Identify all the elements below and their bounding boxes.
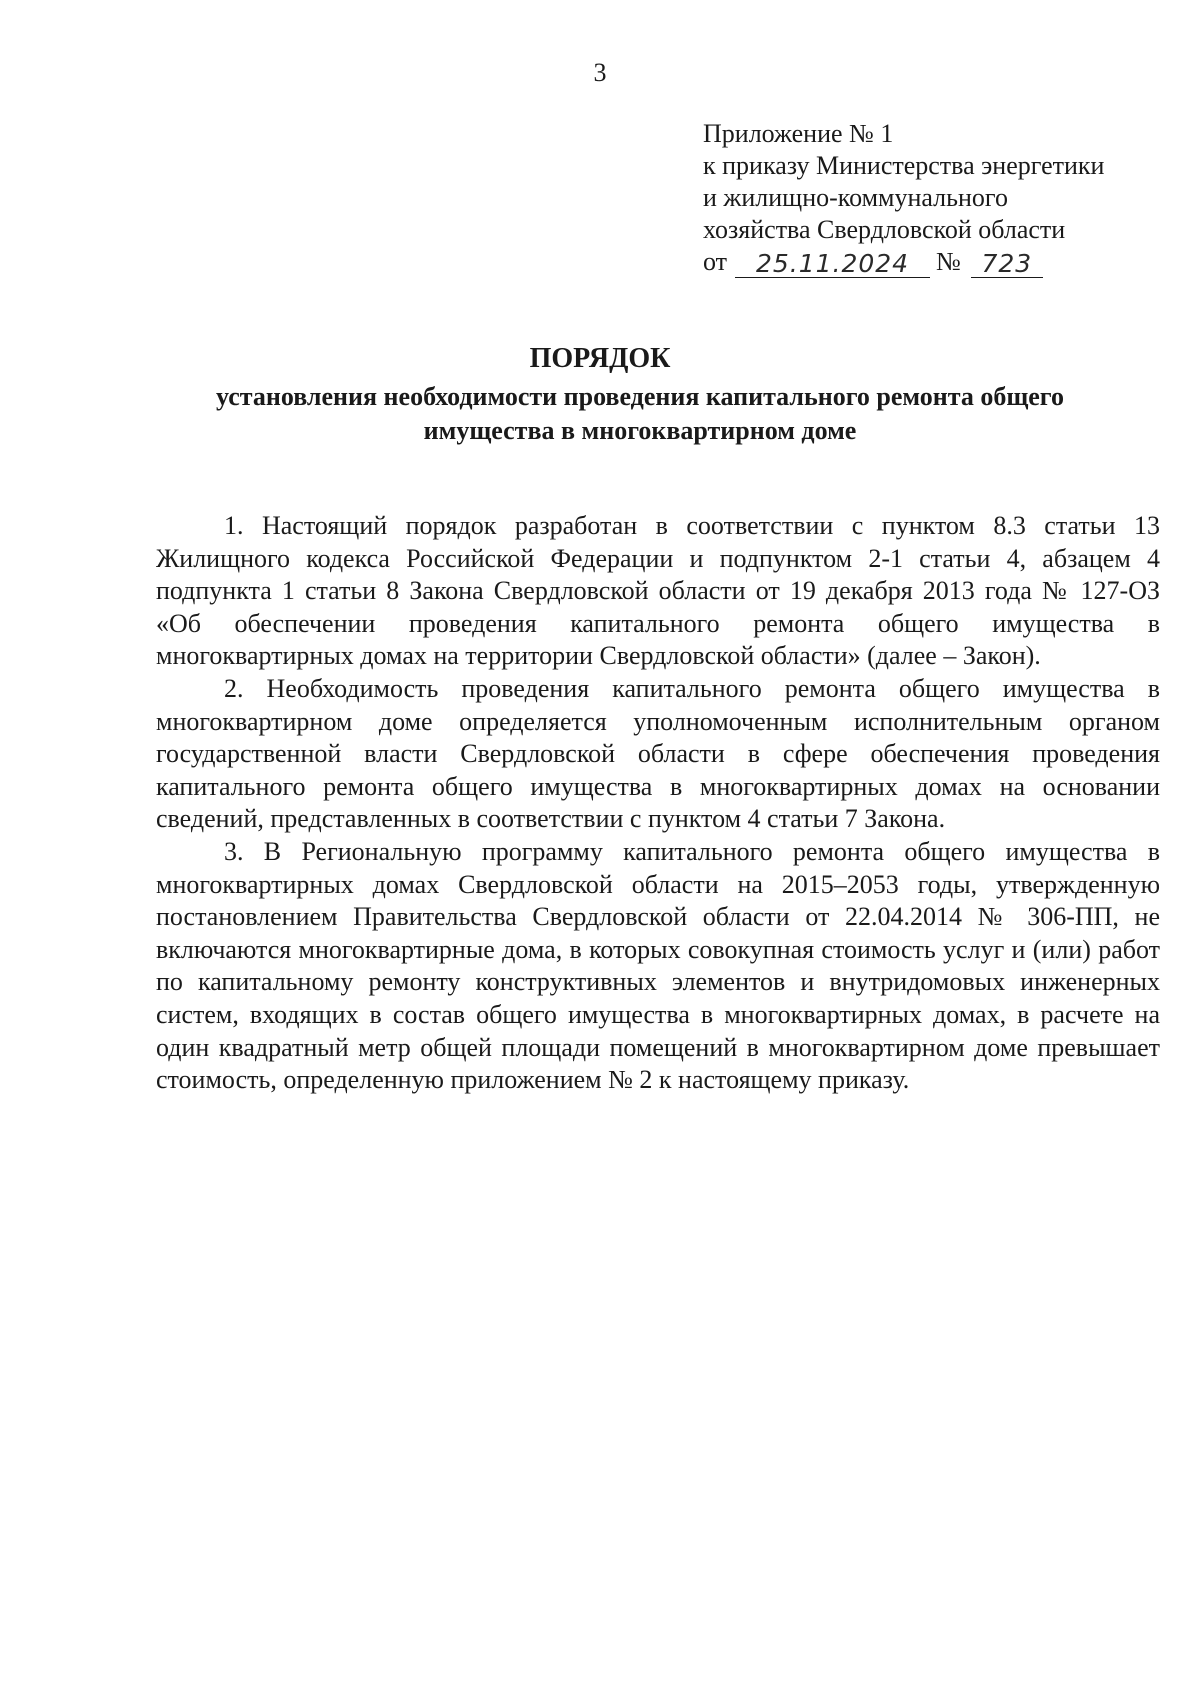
annex-header	[703, 118, 1173, 278]
date-prefix: от	[703, 247, 728, 276]
annex-line-3: и жилищно-коммунального	[703, 183, 1008, 212]
number-prefix: №	[936, 247, 961, 276]
document-body	[156, 510, 1160, 1097]
handwritten-date: 25.11.2024	[735, 251, 930, 278]
page-number: 3	[593, 58, 607, 87]
annex-line-1: Приложение № 1	[703, 119, 894, 148]
paragraph-1: 1. Настоящий порядок разработан в соответствии с пунктом 8.3 статьи 13 Жилищного кодекса Российской Федерации и подпунктом 2-1 статьи 4, абзацем 4 подпункта 1 статьи 8 Закона Свердловской области от 19 декабря 2013 года № 127-ОЗ «Об обеспечении проведения капитального ремонта общего имущества в многоквартирных домах на территории Свердловской области» (далее – Закон).	[156, 511, 1160, 671]
annex-line-2: к приказу Министерства энергетики	[703, 151, 1105, 180]
annex-date-number	[703, 246, 1173, 278]
document-title: ПОРЯДОК	[529, 343, 671, 374]
handwritten-number: 723	[971, 251, 1043, 278]
annex-line-4: хозяйства Свердловской области	[703, 215, 1066, 244]
paragraph-3: 3. В Региональную программу капитального ремонта общего имущества в многоквартирных домах Свердловской области на 2015–2053 годы, утвержденную постановлением Правительства Свердловской области от 22.04.2014 № 306-ПП, не включаются многоквартирные дома, в которых совокупная стоимость услуг и (или) работ по капитальному ремонту конструктивных элементов и внутридомовых инженерных систем, входящих в состав общего имущества в многоквартирных домах, в расчете на один квадратный метр общей площади помещений в многоквартирном доме превышает стоимость, определенную приложением № 2 к настоящему приказу.	[156, 836, 1160, 1095]
document-subtitle: установления необходимости проведения капитального ремонта общего имущества в многоквартирном доме	[216, 382, 1064, 445]
paragraph-2: 2. Необходимость проведения капитального ремонта общего имущества в многоквартирном доме определяется уполномоченным исполнительным органом государственной власти Свердловской области в сфере обеспечения проведения капитального ремонта общего имущества в многоквартирных домах на основании сведений, представленных в соответствии с пунктом 4 статьи 7 Закона.	[156, 673, 1160, 834]
